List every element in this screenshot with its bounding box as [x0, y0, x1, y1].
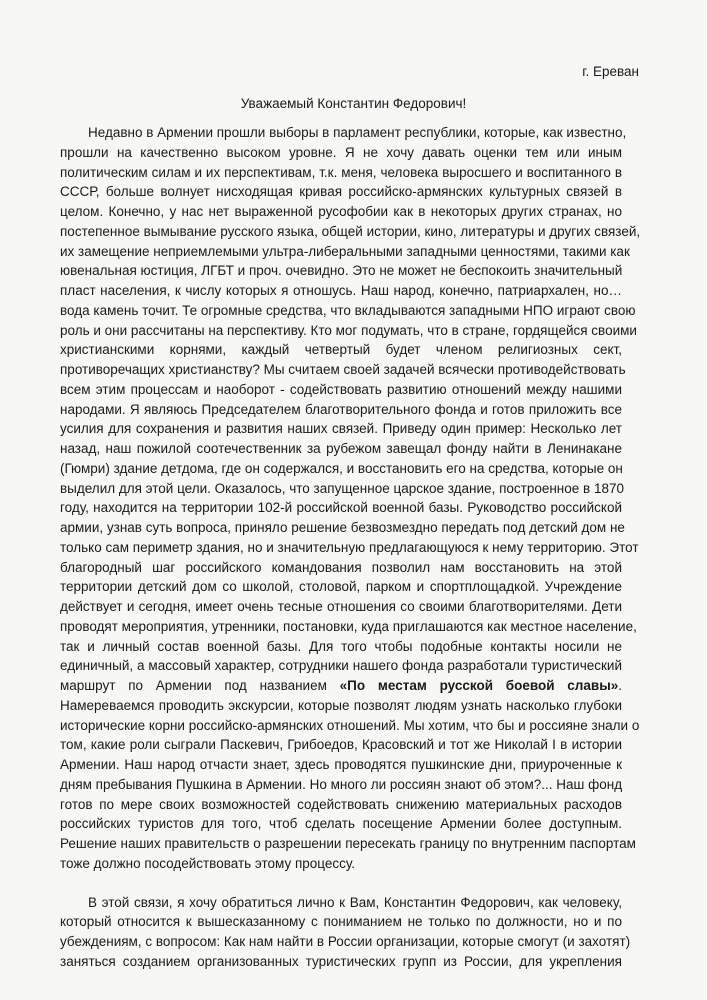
text-line: противоречащих христианству? Мы считаем своей задачей всячески противодействовать — [60, 362, 626, 377]
text-line: благородный шаг российского командования позволил нам восстановить на этой — [60, 559, 622, 575]
text-line: который относится к вышесказанному с пониманием не только по должности, но и по — [60, 914, 622, 930]
text-line: территории детский дом со школой, столовой, парком и спортплощадкой. Учреждение — [60, 579, 622, 595]
text-line: (Гюмри) здание детдома, где он содержался, и восстановить его на средства, которые он — [60, 460, 623, 476]
text-line: дням пребывания Пушкина в Армении. Но много ли россиян знают об этом?... Наш фонд — [60, 776, 623, 792]
text-line: прошли на качественно высоком уровне. Я не хочу давать оценки тем или иным — [60, 144, 622, 160]
text-line: усилия для сохранения и развития наших связей. Приведу один пример: Несколько лет — [60, 421, 622, 437]
text-line: российских туристов для того, чтоб сделать посещение Армении более доступным. — [60, 816, 622, 832]
greeting: Уважаемый Константин Федорович! — [240, 96, 467, 111]
text-line: целом. Конечно, у нас нет выраженной русофобии как в некоторых других странах, но — [60, 204, 622, 219]
text-line: армии, узнав суть вопроса, приняло решение безвозмездно передать под детский дом не — [60, 520, 625, 535]
text-line: Армении. Наш народ отчасти знает, здесь проводятся пушкинские дни, приуроченные к — [60, 757, 622, 772]
text-line: СССР, больше волнует нисходящая кривая российско-армянских культурных связей в — [60, 184, 622, 200]
route-name: «По местам русской боевой славы» — [339, 678, 619, 693]
text-line: В этой связи, я хочу обратиться лично к Вам, Константин Федорович, как человеку, — [88, 894, 622, 910]
text-line: маршрут по Армении под названием «По местам русской боевой славы». — [60, 678, 622, 693]
text-line: пласт населения, к числу которых я отношусь. Наш народ, конечно, патриархален, но… — [60, 283, 622, 298]
text-line: выделил для этой цели. Оказалось, что запущенное царское здание, построенное в 1870 — [60, 480, 624, 496]
text-line: исторические корни российско-армянских отношений. Мы хотим, что бы и россияне знали о — [60, 717, 640, 733]
text-line: ювенальная юстиция, ЛГБТ и проч. очевидно. Это не может не беспокоить значительный — [60, 263, 623, 279]
letter-body — [60, 123, 641, 972]
text-line: убеждениям, с вопросом: Как нам найти в России организации, которые смогут (и захотят) — [60, 934, 631, 949]
text-line: году, находится на территории 102-й российской военной базы. Руководство российской — [60, 500, 622, 516]
text-line: Намереваемся проводить экскурсии, которые позволят людям узнать насколько глубоки — [60, 697, 622, 713]
route-tail: . — [618, 678, 622, 693]
text-line: тоже должно посодействовать этому процессу. — [60, 855, 356, 871]
text-line: постепенное вымывание русского языка, общей истории, кино, литературы и других связей, — [60, 223, 641, 239]
text-line: Недавно в Армении прошли выборы в парламент республики, которые, как известно, — [88, 125, 627, 140]
text-line: заняться созданием организованных туристических групп из России, для укрепления — [60, 953, 622, 969]
text-line: единичный, а массовый характер, сотрудники нашего фонда разработали туристический — [60, 658, 622, 674]
text-line: готов по мере своих возможностей содействовать снижению материальных расходов — [60, 796, 622, 812]
text-line: том, какие роли сыграли Паскевич, Грибоедов, Красовский и тот же Николай I в истории — [60, 737, 622, 753]
text-line: назад, наш пожилой соотечественник за рубежом завещал фонду найти в Ленинакане — [60, 441, 622, 456]
text-line: роль и они рассчитаны на перспективу. Кто мог подумать, что в стране, гордящейся своими — [60, 322, 637, 338]
paragraph-2 — [60, 893, 631, 972]
text-line: народами. Я являюсь Председателем благотворительного фонда и готов приложить все — [60, 401, 622, 417]
paragraph-1 — [60, 123, 641, 874]
paragraph-gap — [60, 874, 622, 893]
text-line: Решение наших правительств о разрешении пересекать границу по внутренним паспортам — [60, 836, 636, 851]
text-line: политическим силам и их перспективам, т.к. меня, человека выросшего и воспитанного в — [60, 164, 622, 180]
text-line: только сам периметр здания, но и значительную предлагающуюся к нему территорию. Этот — [60, 539, 639, 555]
text-line: их замещение неприемлемыми ультра-либеральными западными ценностями, такими как — [60, 243, 630, 259]
text-line: всем этим процессам и наоборот - содействовать развитию отношений между нашими — [60, 381, 622, 397]
text-line: так и личный состав военной базы. Для того чтобы подобные контакты носили не — [60, 638, 622, 654]
text-line: христианскими корнями, каждый четвертый будет членом религиозных сект, — [60, 342, 622, 358]
text-line: проводят мероприятия, утренники, постановки, куда приглашаются как местное население, — [60, 618, 637, 634]
city-line: г. Ереван — [582, 64, 639, 79]
text-line: действует и сегодня, имеет очень тесные отношения со своими благотворителями. Дети — [60, 599, 622, 614]
text-line: вода камень точит. Те огромные средства, что вкладываются западными НПО играют свою — [60, 302, 636, 318]
